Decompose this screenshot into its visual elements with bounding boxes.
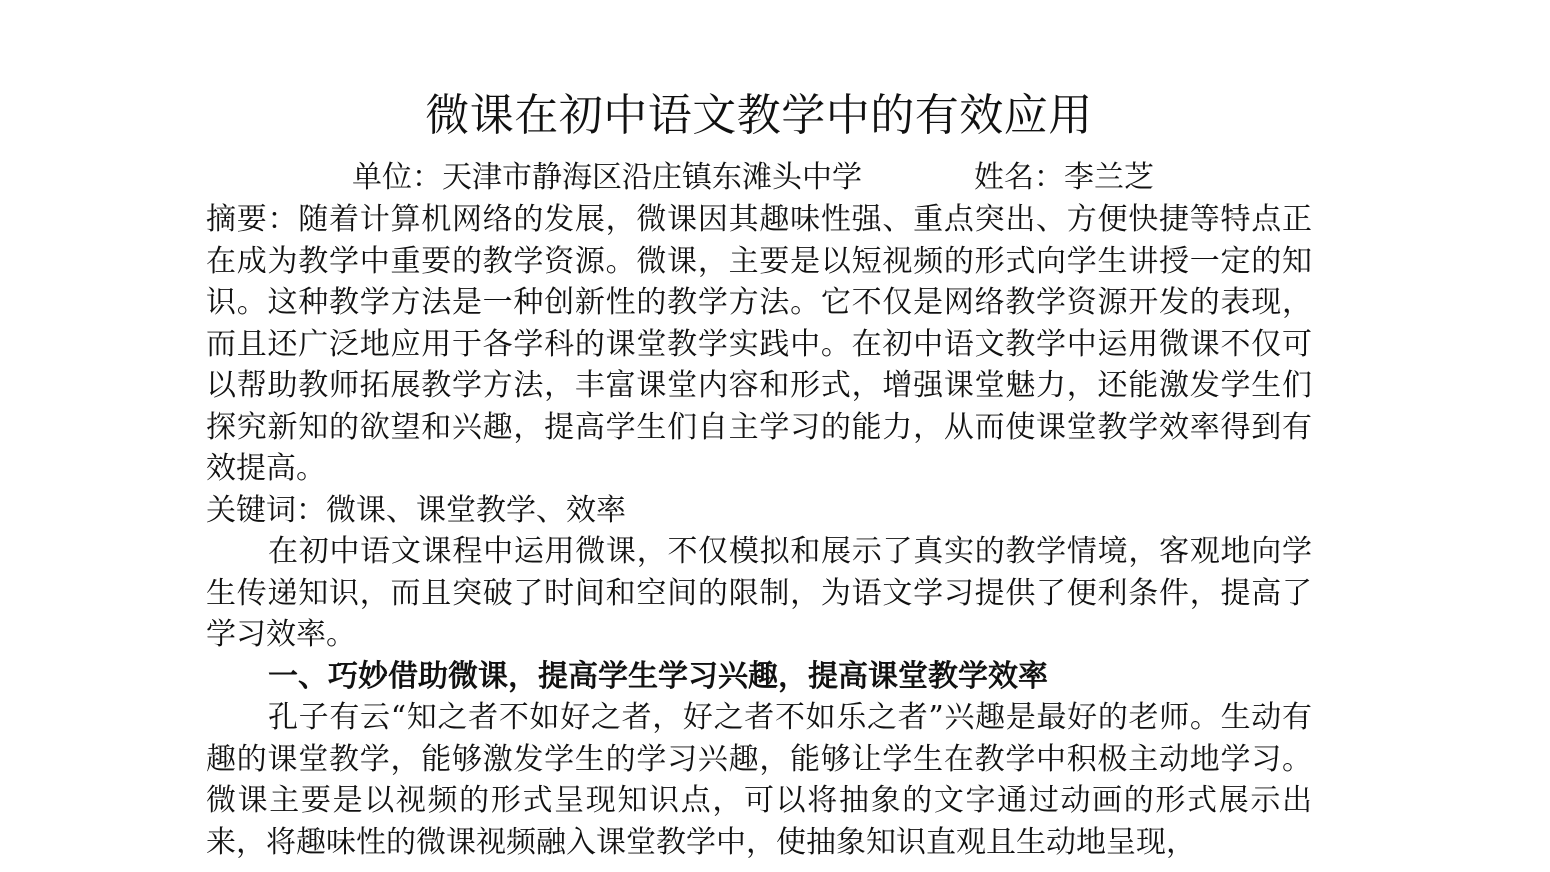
- abstract-paragraph: 摘要：随着计算机网络的发展，微课因其趣味性强、重点突出、方便快捷等特点正在成为教学中重要的教学资源。微课，主要是以短视频的形式向学生讲授一定的知识。这种教学方法是一种创新性的教学方法。它不仅是网络教学资源开发的表现，而且还广泛地应用于各学科的课堂教学实践中。在初中语文教学中运用微课不仅可以帮助教师拓展教学方法，丰富课堂内容和形式，增强课堂魅力，还能激发学生们探究新知的欲望和兴趣，提高学生们自主学习的能力，从而使课堂教学效率得到有效提高。: [206, 202, 1312, 486]
- document-page: [206, 0, 1312, 872]
- intro-paragraph: 在初中语文课程中运用微课，不仅模拟和展示了真实的教学情境，客观地向学生传递知识，而且突破了时间和空间的限制，为语文学习提供了便利条件，提高了学习效率。: [206, 534, 1312, 652]
- author-name: 姓名：李兰芝: [974, 160, 1154, 195]
- keywords-line: 关键词：微课、课堂教学、效率: [206, 492, 626, 528]
- section-paragraph: 孔子有云“知之者不如好之者，好之者不如乐之者”兴趣是最好的老师。生动有趣的课堂教学，能够激发学生的学习兴趣，能够让学生在教学中积极主动地学习。微课主要是以视频的形式呈现知识点，可以将抽象的文字通过动画的形式展示出来，将趣味性的微课视频融入课堂教学中，使抽象知识直观且生动地呈现，: [206, 700, 1312, 860]
- section-heading: 一、巧妙借助微课，提高学生学习兴趣，提高课堂教学效率: [268, 658, 1048, 694]
- author-unit: 单位：天津市静海区沿庄镇东滩头中学: [352, 160, 862, 195]
- document-body: [206, 199, 1312, 863]
- document-title: 微课在初中语文教学中的有效应用: [425, 90, 1093, 141]
